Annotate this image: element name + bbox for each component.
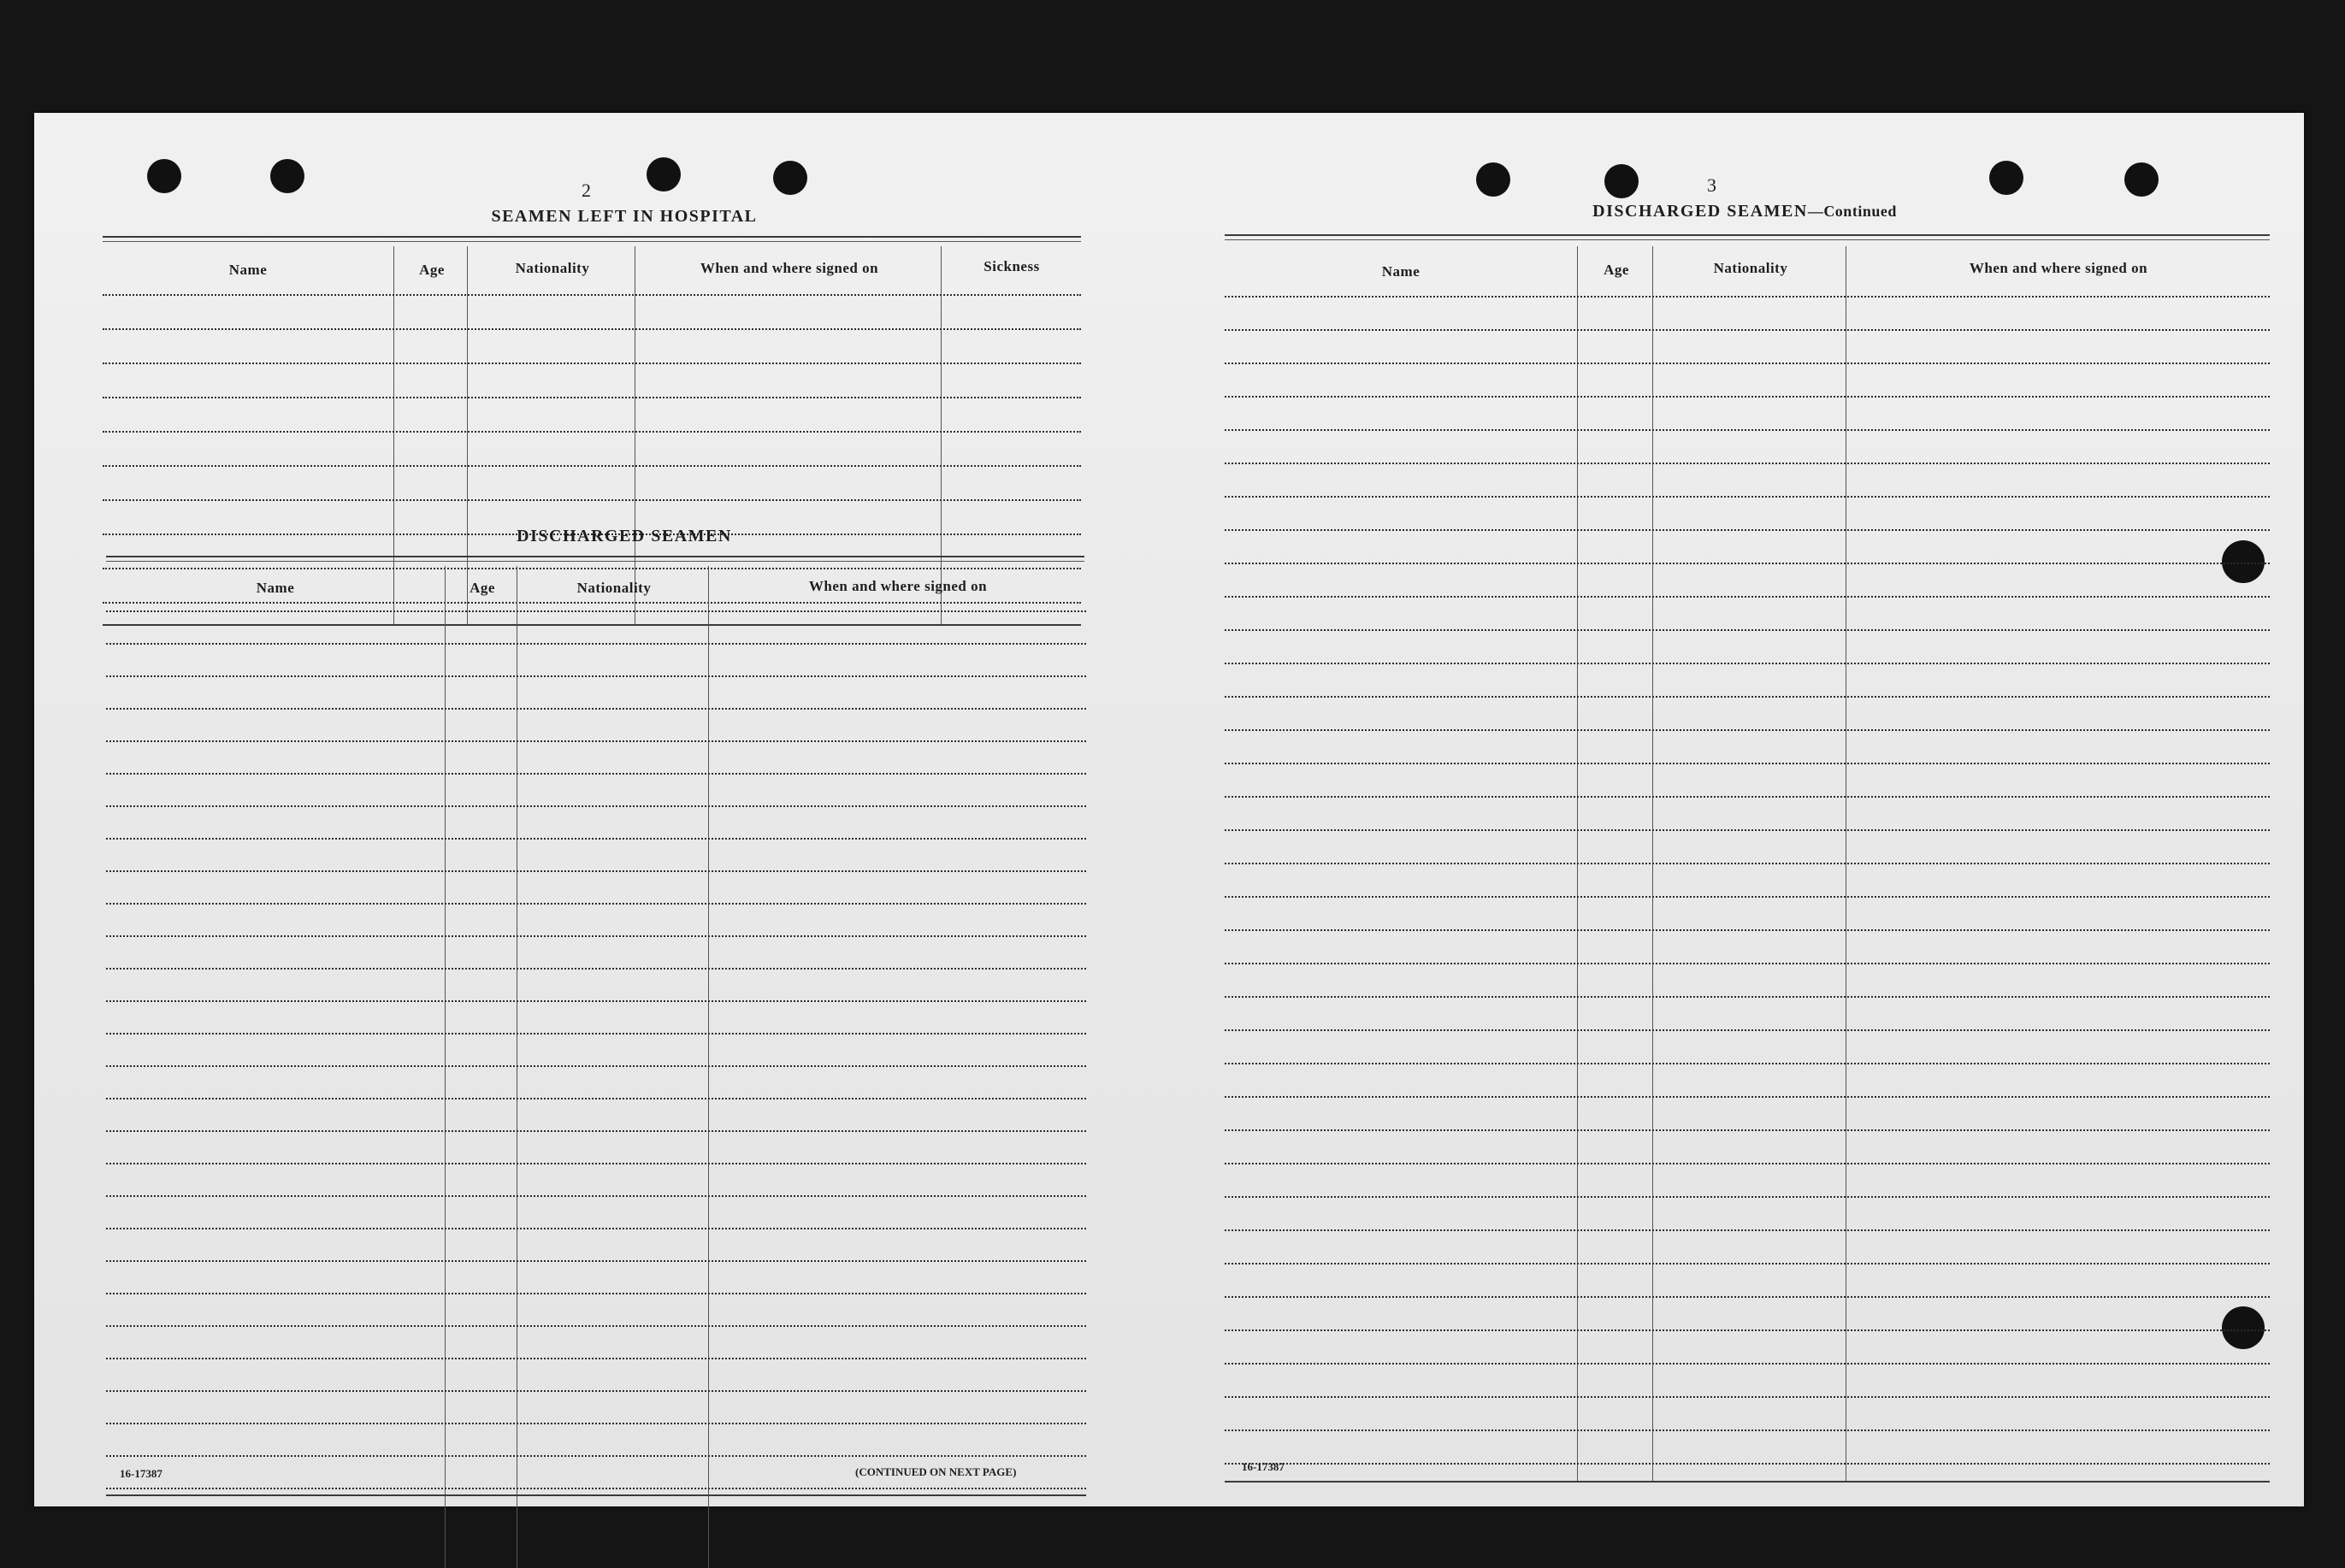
- column-header: Age: [470, 580, 495, 596]
- page-number: 3: [1707, 174, 1716, 196]
- punch-hole: [1604, 164, 1639, 198]
- section-title: DISCHARGED SEAMEN: [1592, 202, 1808, 221]
- punch-hole: [773, 161, 807, 195]
- column-header: Name: [1381, 263, 1421, 280]
- column-header: Nationality: [576, 580, 652, 596]
- section-title-discharged-continued: [1471, 202, 2018, 221]
- continued-note: (CONTINUED ON NEXT PAGE): [855, 1465, 1017, 1478]
- punch-hole: [2222, 1306, 2265, 1349]
- punch-hole: [2124, 162, 2159, 197]
- page-number: 2: [582, 180, 591, 201]
- section-title-discharged: DISCHARGED SEAMEN: [517, 527, 732, 545]
- punch-hole: [270, 159, 304, 193]
- punch-hole: [2222, 540, 2265, 583]
- punch-hole: [147, 159, 181, 193]
- punch-hole: [1989, 161, 2023, 195]
- column-header: Age: [1604, 262, 1629, 278]
- form-number: 16-17387: [120, 1467, 162, 1480]
- column-header: When and where signed on: [1969, 260, 2148, 276]
- column-header: Nationality: [1713, 260, 1788, 276]
- column-header: When and where signed on: [808, 578, 988, 594]
- column-header: When and where signed on: [700, 260, 879, 276]
- punch-hole: [1476, 162, 1510, 197]
- form-number: 16-17387: [1242, 1460, 1285, 1473]
- column-header: Nationality: [515, 260, 590, 276]
- punch-hole: [647, 157, 681, 192]
- section-title-suffix: —Continued: [1807, 203, 1897, 220]
- column-header: Name: [228, 262, 268, 278]
- column-header: Name: [256, 580, 295, 596]
- column-header: Sickness: [983, 258, 1040, 274]
- column-header: Age: [419, 262, 445, 278]
- section-title-hospital: SEAMEN LEFT IN HOSPITAL: [491, 207, 758, 226]
- record-sheet: [34, 113, 2304, 1506]
